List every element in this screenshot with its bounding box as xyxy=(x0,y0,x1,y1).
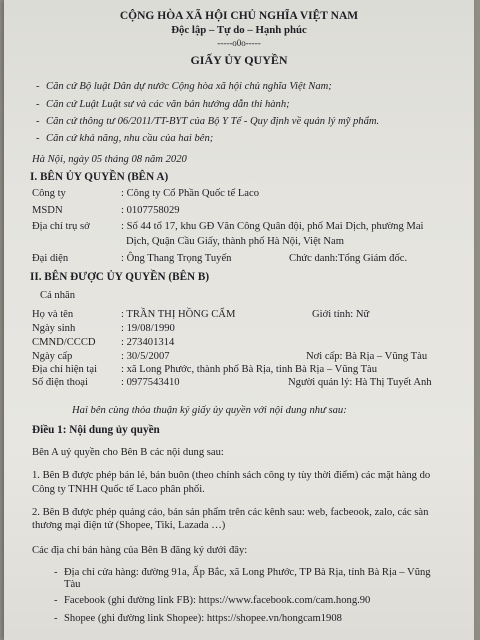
issue-date-value: : 30/5/2007 xyxy=(121,351,170,362)
dob-label: Ngày sinh xyxy=(32,323,76,334)
id-label: CMND/CCCD xyxy=(32,337,96,348)
basis-4: - Căn cứ khả năng, nhu cầu của hai bên; xyxy=(46,132,213,145)
phone-value: : 0977543410 xyxy=(121,377,180,388)
clause-2-line-2: thương mại điện tử (Shopee, Tiki, Lazada …) xyxy=(32,520,226,531)
issue-place-value: Nơi cấp: Bà Rịa – Vũng Tàu xyxy=(306,351,428,362)
company-value: : Công ty Cổ Phần Quốc tế Laco xyxy=(121,188,259,199)
store-address-line-2: Tàu xyxy=(64,579,81,590)
address-value-line-1: : Số 44 tổ 17, khu GĐ Văn Công Quân đội, phố Mai Dịch, phường Mai xyxy=(121,221,424,232)
party-b-type: Cá nhân xyxy=(40,290,76,301)
agreement-statement: Hai bên cùng thỏa thuận ký giấy ủy quyền với nội dung như sau: xyxy=(72,405,347,416)
clause-2-line-1: 2. Bên B được phép quảng cáo, bán sản phẩm trên các kênh sau: web, facbeook, zalo, các sàn xyxy=(32,507,429,518)
current-address-value: : xã Long Phước, thành phố Bà Rịa, tỉnh Bà Rịa – Vũng Tàu xyxy=(121,364,378,375)
position-value: Chức danh:Tổng Giám đốc. xyxy=(289,253,408,264)
gender-value: Giới tính: Nữ xyxy=(312,309,370,320)
issue-date-label: Ngày cấp xyxy=(32,351,73,362)
phone-label: Số điện thoại xyxy=(32,377,88,388)
representative-label: Đại diện xyxy=(32,253,69,264)
manager-value: Người quản lý: Hà Thị Tuyết Anh xyxy=(288,377,432,388)
name-label: Họ và tên xyxy=(32,309,74,320)
article-1-heading: Điều 1: Nội dung ủy quyền xyxy=(32,424,160,436)
store-address-line-1: - Địa chỉ cửa hàng: đường 91a, Ấp Bắc, xã Long Phước, TP Bà Rịa, tỉnh Bà Rịa – Vũng xyxy=(64,566,431,579)
basis-3: - Căn cứ thông tư 06/2011/TT-BYT của Bộ Y Tế - Quy định về quản lý mỹ phẩm. xyxy=(46,115,379,128)
party-b-heading: II. BÊN ĐƯỢC ỦY QUYỀN (BÊN B) xyxy=(30,271,210,283)
current-address-label: Địa chỉ hiện tại xyxy=(32,364,98,375)
facebook-link: - Facebook (ghi đường link FB): https://www.facebook.com/cam.hong.90 xyxy=(64,594,370,607)
clause-1-line-2: Công ty TNHH Quốc tế Laco phân phối. xyxy=(32,484,205,495)
address-value-line-2: Dịch, Quận Cầu Giấy, thành phố Hà Nội, Việt Nam xyxy=(126,236,344,247)
representative-value: : Ông Thang Trọng Tuyến xyxy=(121,253,232,264)
document-page xyxy=(4,0,474,640)
basis-2: - Căn cứ Luật Luật sư và các văn bản hướng dẫn thi hành; xyxy=(46,98,290,111)
address-label: Địa chỉ trụ sở xyxy=(32,221,90,232)
clause-1-line-1: 1. Bên B được phép bán lẻ, bán buôn (theo chính sách công ty tùy thời điểm) các mặt hàng do xyxy=(32,470,431,481)
id-value: : 273401314 xyxy=(121,337,175,348)
header-ornament: -----o0o----- xyxy=(217,38,261,48)
tax-code-value: : 0107758029 xyxy=(121,205,180,216)
document-title: GIẤY ỦY QUYỀN xyxy=(190,53,288,67)
article-1-intro: Bên A uỷ quyền cho Bên B các nội dung sau: xyxy=(32,447,224,458)
company-label: Công ty xyxy=(32,188,66,199)
sales-addresses-intro: Các địa chỉ bán hàng của Bên B đăng ký dưới đây: xyxy=(32,545,248,556)
basis-1: - Căn cứ Bộ luật Dân dự nước Cộng hòa xã hội chủ nghĩa Việt Nam; xyxy=(46,80,332,93)
place-and-date: Hà Nội, ngày 05 tháng 08 năm 2020 xyxy=(32,154,187,165)
dob-value: : 19/08/1990 xyxy=(121,323,175,334)
party-a-heading: I. BÊN ỦY QUYỀN (BÊN A) xyxy=(30,171,169,183)
tax-code-label: MSDN xyxy=(32,205,63,216)
shopee-link: - Shopee (ghi đường link Shopee): https://shopee.vn/hongcam1908 xyxy=(64,612,342,625)
name-value: : TRẦN THỊ HỒNG CẨM xyxy=(121,309,236,320)
national-motto: Độc lập – Tự do – Hạnh phúc xyxy=(171,24,307,36)
country-name: CỘNG HÒA XÃ HỘI CHỦ NGHĨA VIỆT NAM xyxy=(119,10,359,22)
